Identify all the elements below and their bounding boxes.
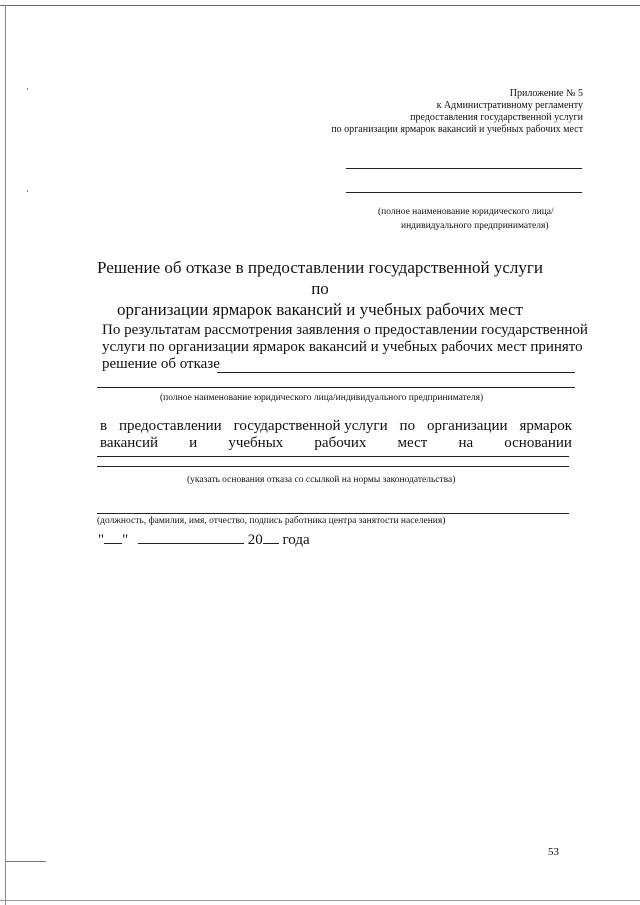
decision-blank-line [217,372,575,373]
refusal-word: в [100,418,108,434]
refusal-word: и [189,435,198,451]
recipient-caption-line-2: индивидуального предпринимателя) [401,221,549,231]
scan-speck [27,190,28,192]
scan-edge-top [0,5,640,6]
refusal-line-1 [100,418,572,435]
title-line-2: организации ярмарок вакансий и учебных рабочих мест [117,300,523,319]
scan-edge-left [5,5,6,905]
body-line-2: услуги по организации ярмарок вакансий и учебных рабочих мест принято [102,339,583,355]
day-blank [104,531,122,544]
refusal-word: основании [504,435,572,451]
entity-blank-line [97,387,575,388]
signer-blank-line [97,513,569,514]
reason-blank-line-2 [97,466,569,467]
appendix-line-1: Приложение № 5 [509,88,583,99]
refusal-word: по [399,418,416,434]
month-blank [138,531,244,544]
recipient-caption-line-1: (полное наименование юридического лица/ [378,207,554,217]
year-blank [263,531,279,544]
body-line-3: решение об отказе [102,356,220,372]
year-word: года [282,532,310,548]
reason-blank-line-1 [97,456,569,457]
page-number: 53 [548,846,559,858]
recipient-blank-line-1 [346,168,582,169]
refusal-word: рабочих [314,435,367,451]
refusal-word: государственной услуги [233,418,388,434]
refusal-word: мест [397,435,428,451]
title-line-1: Решение об отказе в предоставлении государственной услуги по [97,258,543,298]
date-open-quote: " [98,532,105,548]
refusal-word: ярмарок [519,418,572,434]
recipient-blank-line-2 [346,192,582,193]
scan-edge-bottom-line [0,900,640,901]
refusal-word: вакансий [100,435,159,451]
refusal-word: предоставлении [119,418,222,434]
date-line [98,531,310,549]
refusal-word: на [458,435,474,451]
scan-edge-bottom [6,861,46,862]
year-prefix: 20 [247,532,263,548]
appendix-line-4: по организации ярмарок вакансий и учебных рабочих мест [331,124,583,135]
reason-caption: (указать основания отказа со ссылкой на нормы законодательства) [187,475,456,485]
refusal-word: учебных [228,435,284,451]
signer-caption: (должность, фамилия, имя, отчество, подпись работника центра занятости населения) [97,516,446,526]
refusal-word: организации [427,418,508,434]
date-close-quote: " [122,532,129,548]
scan-speck [27,88,28,90]
entity-caption: (полное наименование юридического лица/индивидуального предпринимателя) [160,393,484,403]
body-line-1: По результатам рассмотрения заявления о предоставлении государственной [102,322,588,338]
refusal-line-2 [100,435,572,452]
document-title [90,257,550,320]
appendix-line-3: предоставления государственной услуги [410,112,583,123]
appendix-line-2: к Административному регламенту [436,100,583,111]
